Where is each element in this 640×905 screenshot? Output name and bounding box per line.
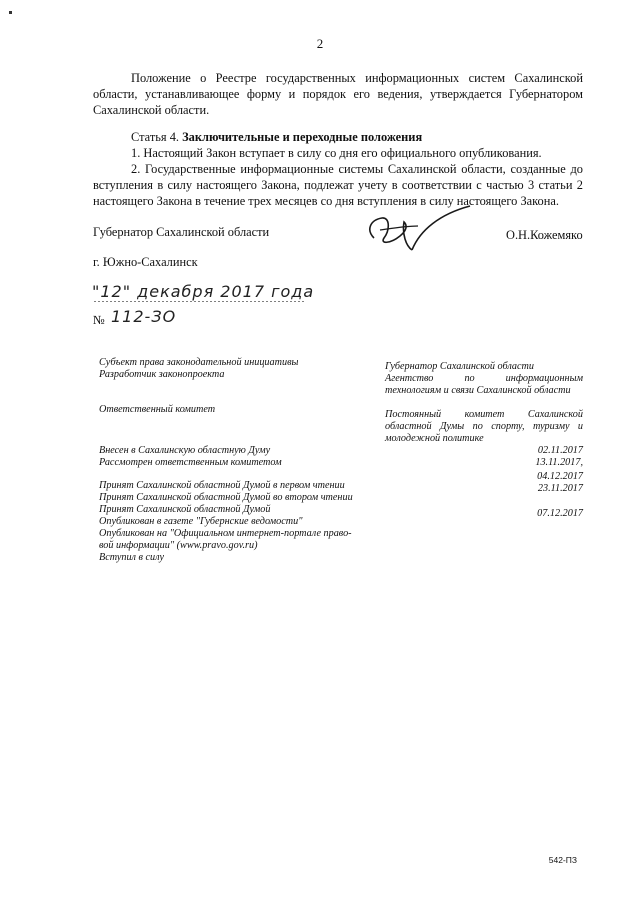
scan-dot — [9, 11, 12, 14]
handwritten-signature — [360, 200, 490, 260]
handwritten-law-number: 112-ЗО — [111, 307, 177, 326]
city: г. Южно-Сахалинск — [93, 255, 198, 269]
article-4-heading — [131, 129, 422, 145]
paragraph-registry — [93, 70, 583, 118]
article-4-point-2 — [93, 161, 583, 209]
meta-adopted-label: Принят Сахалинской областной Думой — [99, 504, 271, 515]
article-4-point-1: 1. Настоящий Закон вступает в силу со дня его официального опубликования. — [131, 146, 542, 160]
meta-reviewed-date-1: 13.11.2017, — [535, 457, 583, 468]
meta-published-gazette-label: Опубликован в газете "Губернские ведомости" — [99, 516, 303, 527]
meta-subject-value: Губернатор Сахалинской области — [385, 361, 534, 372]
meta-adopted-date: 07.12.2017 — [537, 508, 583, 519]
governor-position: Губернатор Сахалинской области — [93, 225, 270, 239]
meta-second-reading-label: Принят Сахалинской областной Думой во втором чтении — [99, 492, 353, 503]
meta-first-reading-label: Принят Сахалинской областной Думой в первом чтении — [99, 480, 345, 491]
meta-reviewed-date-2: 04.12.2017 — [537, 471, 583, 482]
paragraph-registry-text: Положение о Реестре государственных информационных систем Сахалинской области, устанавливающее форму и порядок его ведения, утверждается Губернатором Сахалинской области. — [93, 71, 583, 117]
date-underline — [94, 300, 306, 303]
law-number-prefix: № — [93, 313, 105, 327]
meta-first-reading-date: 23.11.2017 — [537, 483, 583, 494]
meta-published-portal-label-1: Опубликован на "Официальном интернет-портале право- — [99, 528, 352, 539]
article-4-title: Заключительные и переходные положения — [182, 130, 423, 144]
meta-developer-value: Агентство по информационным технологиям и связи Сахалинской области — [385, 373, 583, 396]
footer-code: 542-ПЗ — [548, 855, 577, 865]
article-4-point-2-text: 2. Государственные информационные системы Сахалинской области, созданные до вступления в силу настоящего Закона, подлежат учету в соответствии с частью 3 статьи 2 настоящего Закона в течение трех месяцев со дня вступления в силу настоящего Закона. — [93, 162, 583, 208]
meta-published-portal-label-2: вой информации" (www.pravo.gov.ru) — [99, 540, 258, 551]
meta-committee-label: Ответственный комитет — [99, 404, 216, 415]
page-number: 2 — [316, 36, 324, 51]
meta-introduced-label: Внесен в Сахалинскую областную Думу — [99, 445, 271, 456]
meta-effective-label: Вступил в силу — [99, 552, 164, 563]
meta-developer-label: Разработчик законопроекта — [99, 369, 225, 380]
handwritten-date: "12" декабря 2017 года — [92, 282, 315, 301]
meta-subject-label: Субъект права законодательной инициативы — [99, 357, 299, 368]
meta-introduced-date: 02.11.2017 — [537, 445, 583, 456]
meta-reviewed-label: Рассмотрен ответственным комитетом — [99, 457, 282, 468]
governor-name: О.Н.Кожемяко — [506, 228, 583, 242]
meta-committee-value: Постоянный комитет Сахалинской областной Думы по спорту, туризму и молодежной политике — [385, 409, 583, 444]
article-4-prefix: Статья 4. — [131, 130, 180, 144]
